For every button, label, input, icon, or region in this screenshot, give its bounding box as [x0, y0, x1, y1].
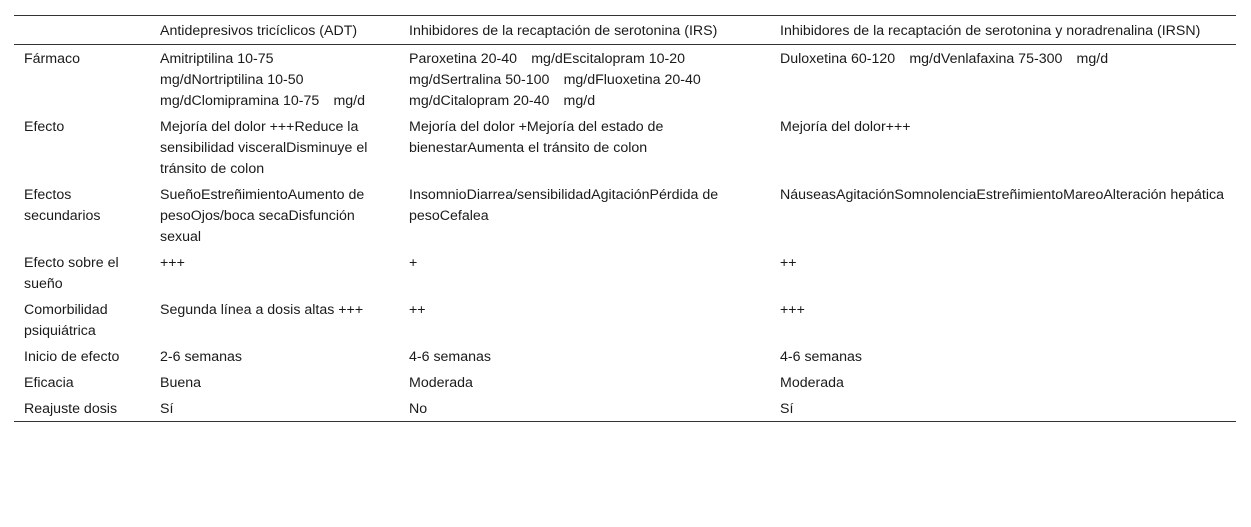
cell-irsn: Sí	[780, 401, 794, 417]
cell-irs: Paroxetina 20-40 mg/dEscitalopram 10-20 mg/dSertralina 50-100 mg/dFluoxetina 20-40 mg/dCitalopram 20-40 mg/d	[409, 51, 715, 109]
cell-irs: ++	[409, 302, 426, 318]
header-row	[14, 16, 1236, 45]
table-row-efectos-secundarios	[14, 181, 1236, 249]
cell-adt: Mejoría del dolor +++Reduce la sensibilidad visceralDisminuye el tránsito de colon	[160, 119, 368, 177]
row-label: Efectos secundarios	[24, 187, 101, 224]
cell-irs: Mejoría del dolor +Mejoría del estado de bienestarAumenta el tránsito de colon	[409, 119, 664, 156]
cell-irsn: 4-6 semanas	[780, 349, 863, 365]
cell-adt: +++	[160, 255, 185, 271]
table-row-farmaco	[14, 45, 1236, 114]
table-body	[14, 45, 1236, 422]
header-empty	[14, 16, 150, 45]
cell-irsn: Duloxetina 60-120 mg/dVenlafaxina 75-300 mg/d	[780, 51, 1109, 67]
row-label: Comorbilidad psiquiátrica	[24, 302, 108, 339]
cell-irsn: Moderada	[780, 375, 844, 391]
table-row-eficacia	[14, 369, 1236, 395]
row-label: Reajuste dosis	[24, 401, 118, 417]
header-irs: Inhibidores de la recaptación de serotonina (IRS)	[409, 23, 718, 39]
cell-irsn: Mejoría del dolor+++	[780, 119, 911, 135]
cell-irs: 4-6 semanas	[409, 349, 492, 365]
row-label: Eficacia	[24, 375, 74, 391]
header-irsn: Inhibidores de la recaptación de serotonina y noradrenalina (IRSN)	[780, 23, 1201, 39]
table-header	[14, 16, 1236, 45]
table-row-inicio-efecto	[14, 343, 1236, 369]
cell-irs: +	[409, 255, 418, 271]
cell-irs: No	[409, 401, 428, 417]
cell-adt: Sí	[160, 401, 174, 417]
cell-irsn: ++	[780, 255, 797, 271]
table-row-comorbilidad	[14, 296, 1236, 343]
cell-adt: 2-6 semanas	[160, 349, 243, 365]
drug-comparison-table	[14, 15, 1236, 422]
cell-irs: InsomnioDiarrea/sensibilidadAgitaciónPérdida de pesoCefalea	[409, 187, 719, 224]
cell-irs: Moderada	[409, 375, 473, 391]
cell-irsn: +++	[780, 302, 805, 318]
row-label: Efecto	[24, 119, 65, 135]
cell-adt: SueñoEstreñimientoAumento de pesoOjos/boca secaDisfunción sexual	[160, 187, 365, 245]
cell-adt: Amitriptilina 10-75 mg/dNortriptilina 10-50 mg/dClomipramina 10-75 mg/d	[160, 51, 366, 109]
table-row-efecto	[14, 113, 1236, 181]
row-label: Efecto sobre el sueño	[24, 255, 119, 292]
header-adt: Antidepresivos tricíclicos (ADT)	[160, 23, 358, 39]
row-label: Inicio de efecto	[24, 349, 120, 365]
table-row-reajuste-dosis	[14, 395, 1236, 422]
cell-adt: Buena	[160, 375, 202, 391]
cell-adt: Segunda línea a dosis altas +++	[160, 302, 364, 318]
row-label: Fármaco	[24, 51, 80, 67]
table-row-efecto-sueno	[14, 249, 1236, 296]
cell-irsn: NáuseasAgitaciónSomnolenciaEstreñimientoMareoAlteración hepática	[780, 187, 1225, 203]
